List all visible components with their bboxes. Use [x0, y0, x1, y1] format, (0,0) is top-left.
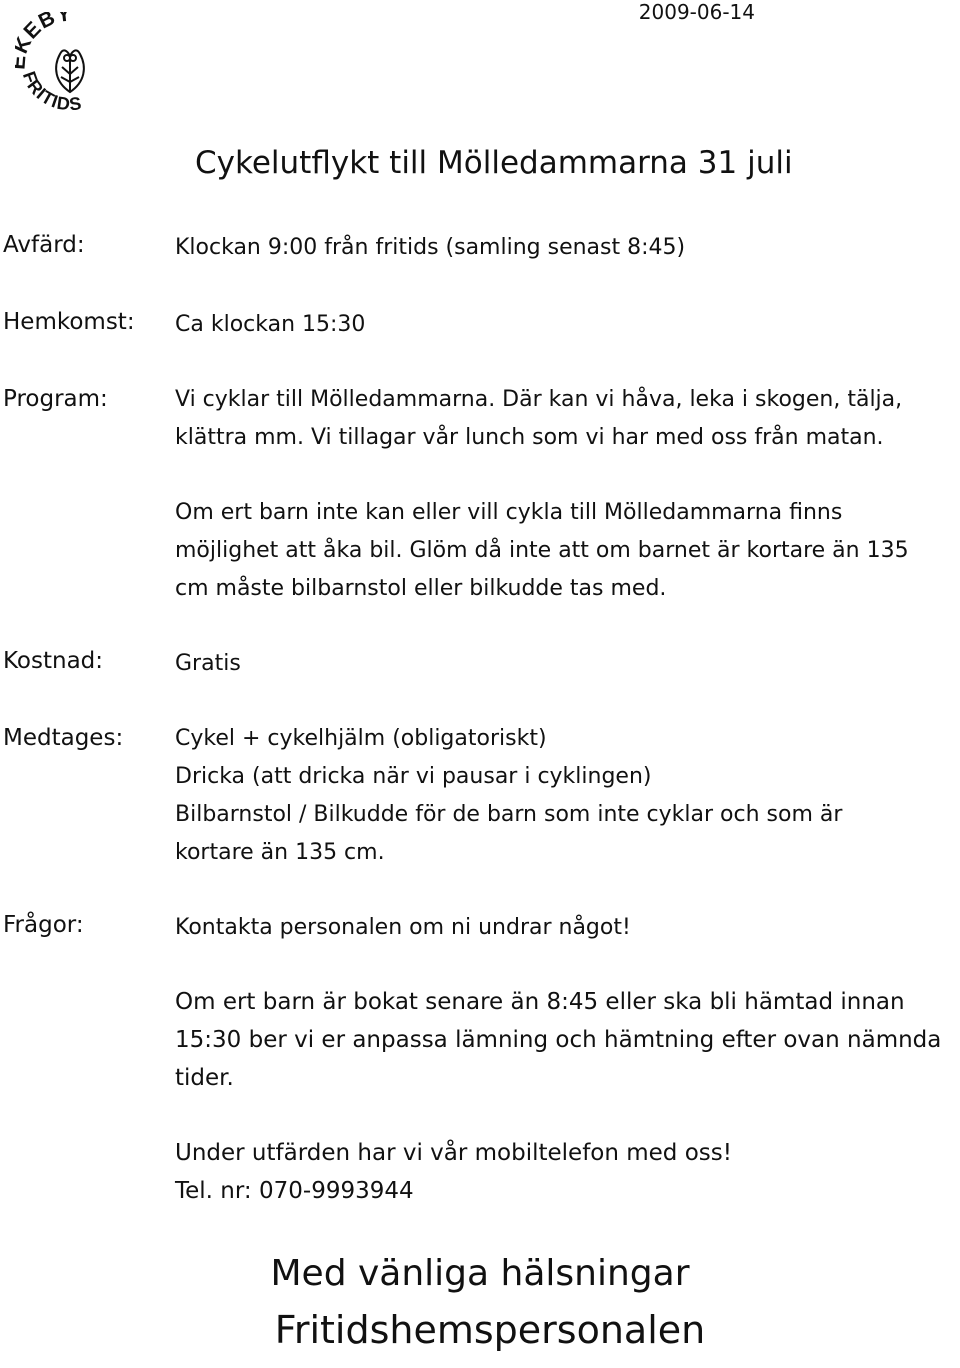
- bring-list: [175, 720, 842, 872]
- late-booking-notice: [175, 983, 941, 1097]
- notice-line: Om ert barn är bokat senare än 8:45 eller ska bli hämtad innan: [175, 989, 905, 1015]
- notice-line: 15:30 ber vi er anpassa lämning och hämtning efter ovan nämnda: [175, 1027, 942, 1053]
- car-option-note: [175, 494, 909, 608]
- page-title: Cykelutflykt till Mölledammarna 31 juli: [195, 145, 793, 181]
- closing-greeting: Med vänliga hälsningar: [270, 1253, 690, 1294]
- logo-top-text: EBY: [19, 12, 74, 44]
- return-value: Ca klockan 15:30: [175, 312, 366, 337]
- car-note-line: Om ert barn inte kan eller vill cykla till Mölledammarna finns: [175, 500, 843, 525]
- questions-value: Kontakta personalen om ni undrar något!: [175, 915, 631, 940]
- phone-number: Tel. nr: 070-9993944: [175, 1178, 414, 1204]
- notice-line: tider.: [175, 1065, 234, 1091]
- car-note-line: möjlighet att åka bil. Glöm då inte att om barnet är kortare än 135: [175, 538, 909, 563]
- logo-bottom-text: FRITIDS: [18, 68, 84, 112]
- bring-item: kortare än 135 cm.: [175, 840, 385, 865]
- phone-info: [175, 1134, 732, 1210]
- program-text: [175, 381, 902, 457]
- car-note-line: cm måste bilbarnstol eller bilkudde tas med.: [175, 576, 667, 601]
- bring-item: Bilbarnstol / Bilkudde för de barn som inte cyklar och som är: [175, 802, 843, 827]
- bring-label: Medtages:: [3, 725, 124, 751]
- bring-item: Dricka (att dricka när vi pausar i cyklingen): [175, 764, 652, 789]
- cost-value: Gratis: [175, 651, 241, 676]
- program-label: Program:: [3, 386, 108, 412]
- departure-value: Klockan 9:00 från fritids (samling senast 8:45): [175, 235, 686, 260]
- logo-graphic: [15, 12, 125, 112]
- departure-label: Avfärd:: [3, 232, 85, 258]
- phone-line: Under utfärden har vi vår mobiltelefon med oss!: [175, 1140, 732, 1166]
- return-label: Hemkomst:: [3, 309, 135, 335]
- document-date: 2009-06-14: [638, 0, 755, 24]
- program-line: Vi cyklar till Mölledammarna. Där kan vi håva, leka i skogen, tälja,: [175, 387, 903, 412]
- cost-label: Kostnad:: [3, 648, 104, 674]
- ekeby-fritids-logo: [15, 12, 125, 112]
- questions-label: Frågor:: [3, 912, 84, 938]
- oak-leaf-icon: [56, 50, 84, 92]
- closing-signature: Fritidshemspersonalen: [274, 1308, 706, 1352]
- svg-text:EKEBY: [15, 12, 73, 70]
- bring-item: Cykel + cykelhjälm (obligatoriskt): [175, 726, 547, 751]
- program-line: klättra mm. Vi tillagar vår lunch som vi har med oss från matan.: [175, 425, 884, 450]
